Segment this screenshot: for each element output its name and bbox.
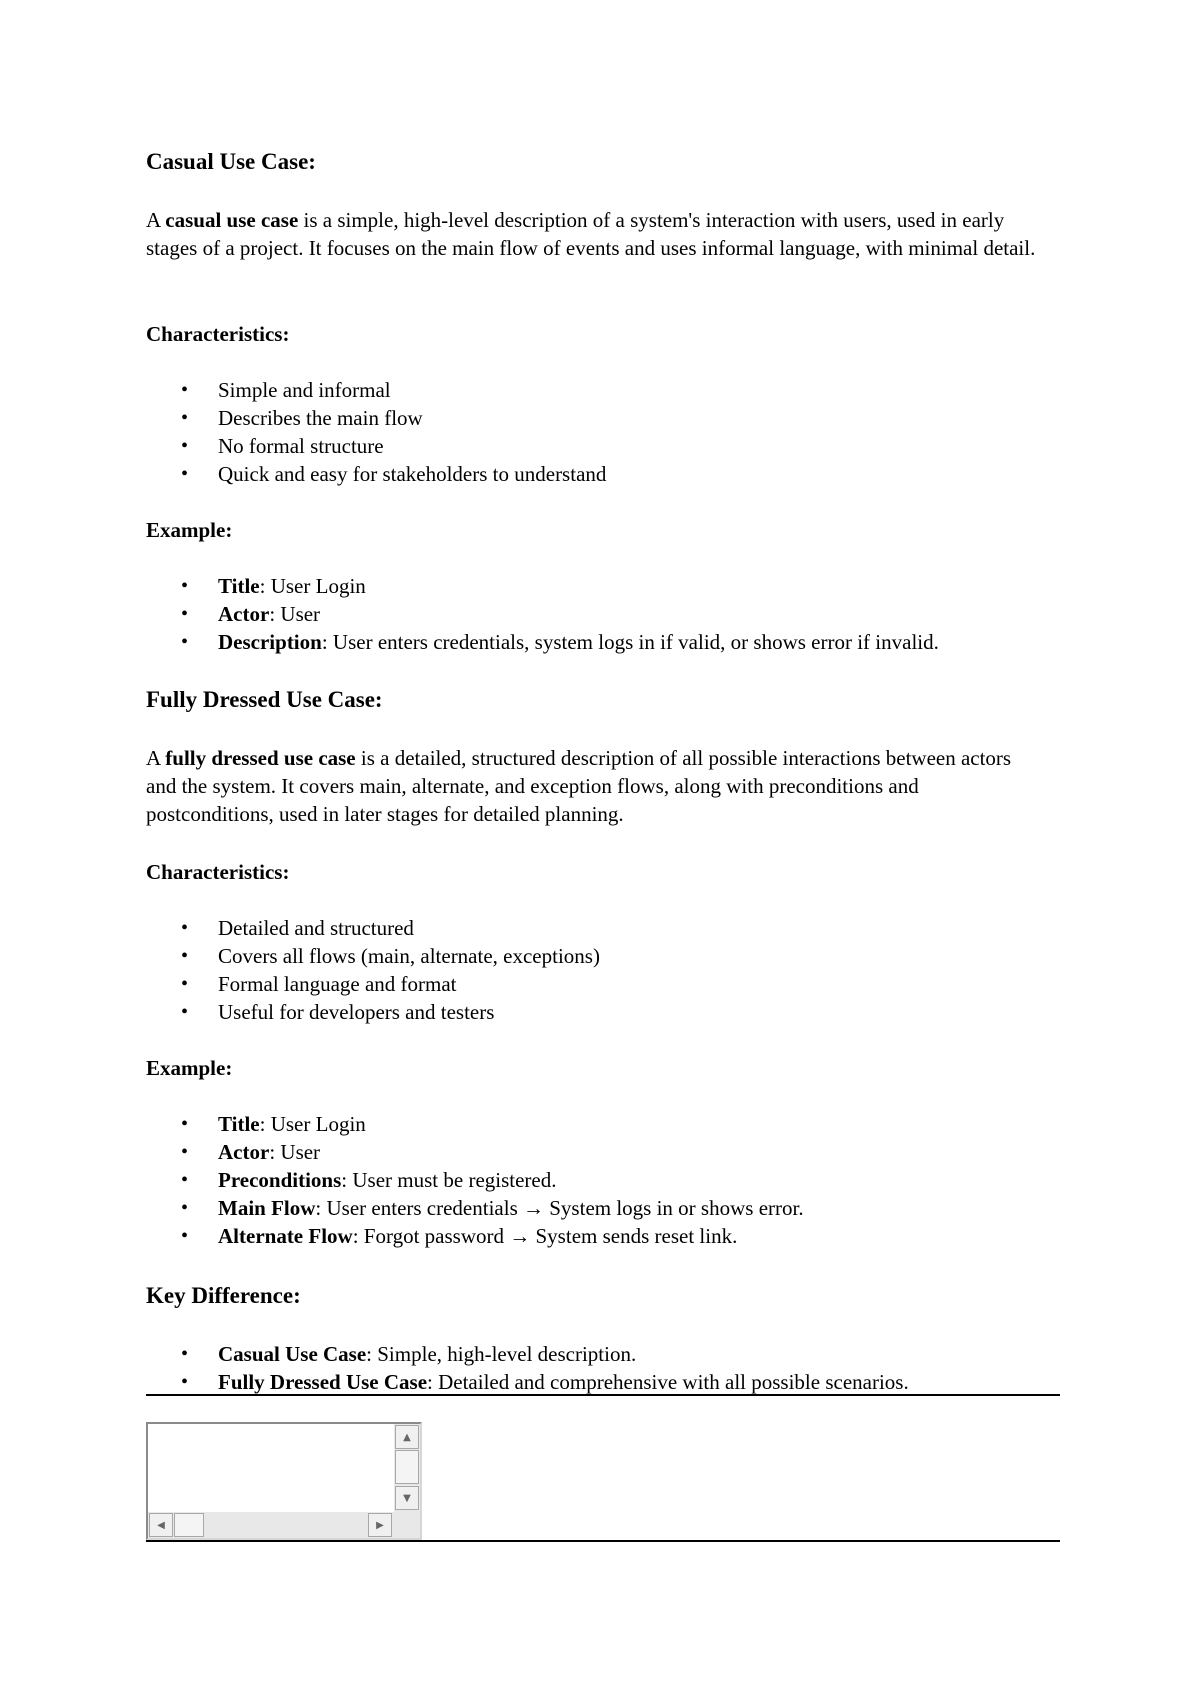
bullet-icon: • — [181, 435, 189, 457]
casual-characteristics-label: Characteristics: — [146, 322, 290, 346]
list-item-text: Formal language and format — [218, 972, 457, 996]
example-term: Preconditions — [218, 1168, 342, 1192]
list-item — [146, 432, 1056, 460]
bottom-divider — [146, 1540, 1060, 1542]
example-text: : User — [269, 602, 321, 626]
list-item — [146, 1166, 1056, 1194]
bullet-icon: • — [181, 1197, 189, 1219]
bullet-icon: • — [181, 631, 189, 653]
example-term: Alternate Flow — [218, 1224, 353, 1248]
example-term: Title — [218, 1112, 260, 1136]
bullet-icon: • — [181, 463, 189, 485]
scroll-down-icon[interactable]: ▼ — [395, 1486, 419, 1510]
list-item — [146, 942, 1056, 970]
list-item-text: Quick and easy for stakeholders to understand — [218, 462, 607, 486]
list-item — [146, 376, 1056, 404]
key-difference-list — [146, 1340, 1056, 1396]
key-text: : Simple, high-level description. — [366, 1342, 637, 1366]
key-term: Casual Use Case — [218, 1342, 367, 1366]
example-text: : Forgot password → System sends reset link. — [352, 1224, 738, 1248]
full-example-label: Example: — [146, 1056, 233, 1080]
vertical-scrollbar[interactable] — [394, 1424, 420, 1512]
list-item — [146, 1110, 1056, 1138]
bullet-icon: • — [181, 917, 189, 939]
casual-characteristics-list — [146, 376, 1056, 488]
list-item-text: Detailed and structured — [218, 916, 414, 940]
list-item — [146, 1194, 1056, 1222]
casual-intro-bold: casual use case — [165, 208, 299, 232]
vertical-scroll-thumb[interactable] — [395, 1450, 419, 1484]
example-term: Description — [218, 630, 322, 654]
bullet-icon: • — [181, 1141, 189, 1163]
full-characteristics-label: Characteristics: — [146, 860, 290, 884]
list-item — [146, 970, 1056, 998]
list-item — [146, 404, 1056, 432]
bullet-icon: • — [181, 1371, 189, 1393]
example-term: Actor — [218, 602, 270, 626]
scroll-right-icon[interactable]: ▶ — [368, 1513, 392, 1537]
bullet-icon: • — [181, 1113, 189, 1135]
scroll-up-icon[interactable]: ▲ — [395, 1425, 419, 1449]
list-item — [146, 1368, 1056, 1396]
bullet-icon: • — [181, 603, 189, 625]
casual-intro — [146, 206, 1046, 262]
example-text: : User must be registered. — [341, 1168, 557, 1192]
list-item — [146, 600, 1056, 628]
list-item — [146, 998, 1056, 1026]
example-term: Main Flow — [218, 1196, 316, 1220]
list-item-text: No formal structure — [218, 434, 384, 458]
bullet-icon: • — [181, 1169, 189, 1191]
key-heading: Key Difference: — [146, 1283, 301, 1308]
list-item — [146, 1222, 1056, 1250]
list-item — [146, 1340, 1056, 1368]
full-intro-bold: fully dressed use case — [165, 746, 356, 770]
example-text: : User enters credentials, system logs in if valid, or shows error if invalid. — [321, 630, 939, 654]
horizontal-scrollbar[interactable] — [148, 1512, 394, 1538]
horizontal-scroll-thumb[interactable] — [174, 1513, 204, 1537]
full-intro-rest: is a detailed, structured description of all possible interactions between actors and the system. It covers main, alternate, and exception flows, along with preconditions and postconditions, used in later stages for detailed planning. — [146, 746, 1012, 826]
list-item — [146, 628, 1056, 656]
full-intro — [146, 744, 1046, 828]
scroll-left-icon[interactable]: ◀ — [149, 1513, 173, 1537]
list-item — [146, 914, 1056, 942]
full-characteristics-list — [146, 914, 1056, 1026]
example-text: : User — [269, 1140, 321, 1164]
bullet-icon: • — [181, 1001, 189, 1023]
list-item-text: Useful for developers and testers — [218, 1000, 495, 1024]
bullet-icon: • — [181, 1225, 189, 1247]
casual-intro-prefix: A — [146, 208, 166, 232]
full-intro-prefix: A — [146, 746, 166, 770]
key-text: : Detailed and comprehensive with all possible scenarios. — [427, 1370, 909, 1394]
full-example-list — [146, 1110, 1056, 1250]
casual-heading: Casual Use Case: — [146, 149, 316, 174]
list-item-text: Simple and informal — [218, 378, 391, 402]
example-text: : User enters credentials → System logs in or shows error. — [315, 1196, 804, 1220]
list-item — [146, 460, 1056, 488]
bullet-icon: • — [181, 575, 189, 597]
casual-example-list — [146, 572, 1056, 656]
bullet-icon: • — [181, 407, 189, 429]
casual-example-label: Example: — [146, 518, 233, 542]
bullet-icon: • — [181, 973, 189, 995]
bullet-icon: • — [181, 945, 189, 967]
top-divider — [146, 1394, 1060, 1396]
scrollable-textbox[interactable] — [146, 1422, 422, 1540]
list-item-text: Describes the main flow — [218, 406, 423, 430]
list-item-text: Covers all flows (main, alternate, exceptions) — [218, 944, 600, 968]
full-heading: Fully Dressed Use Case: — [146, 687, 383, 712]
key-term: Fully Dressed Use Case — [218, 1370, 428, 1394]
bullet-icon: • — [181, 1343, 189, 1365]
example-term: Title — [218, 574, 260, 598]
bullet-icon: • — [181, 379, 189, 401]
casual-intro-rest: is a simple, high-level description of a system's interaction with users, used in early stages of a project. It focuses on the main flow of events and uses informal language, with minimal detail. — [146, 208, 1036, 260]
example-text: : User Login — [259, 1112, 366, 1136]
example-text: : User Login — [259, 574, 366, 598]
list-item — [146, 1138, 1056, 1166]
example-term: Actor — [218, 1140, 270, 1164]
scroll-corner — [394, 1512, 420, 1538]
list-item — [146, 572, 1056, 600]
